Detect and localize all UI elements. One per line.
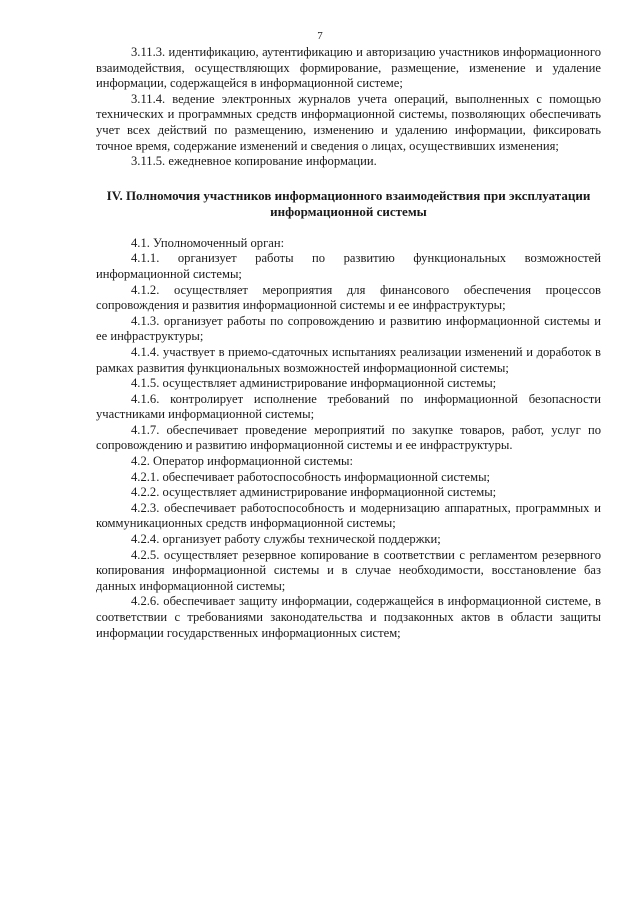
section-heading: IV. Полномочия участников информационного взаимодействия при эксплуатации информационной системы	[106, 187, 591, 219]
clause-4-1-5: 4.1.5. осуществляет администрирование информационной системы;	[131, 376, 497, 391]
document-body	[96, 45, 601, 641]
clause-3-11-5: 3.11.5. ежедневное копирование информации.	[131, 154, 377, 169]
clause-4-1-1: 4.1.1. организует работы по развитию функциональных возможностей информационной системы;	[96, 251, 601, 281]
clause-4-1-7: 4.1.7. обеспечивает проведение мероприятий по закупке товаров, работ, услуг по сопровождению и развитию информационной системы и ее инфраструктуры.	[96, 422, 601, 453]
clause-4-2-5: 4.2.5. осуществляет резервное копирование в соответствии с регламентом резервного копирования информационной системы и в случае необходимости, восстановление баз данных информационной системы;	[96, 547, 601, 593]
clause-4-2-4: 4.2.4. организует работу службы технической поддержки;	[131, 532, 441, 547]
clause-4-1: 4.1. Уполномоченный орган:	[131, 235, 285, 250]
page-number: 7	[317, 30, 323, 42]
clause-4-2-2: 4.2.2. осуществляет администрирование информационной системы;	[131, 485, 497, 500]
clause-4-1-3: 4.1.3. организует работы по сопровождению и развитию информационной системы и ее инфраструктуры;	[96, 313, 601, 344]
clause-4-2-3: 4.2.3. обеспечивает работоспособность и модернизацию аппаратных, программных и коммуникационных средств информационной системы;	[96, 500, 601, 531]
clause-4-1-4: 4.1.4. участвует в приемо-сдаточных испытаниях реализации изменений и доработок в рамках развития функциональных возможностей информационной системы;	[96, 344, 601, 375]
clause-4-1-2: 4.1.2. осуществляет мероприятия для финансового обеспечения процессов сопровождения и развития информационной системы и ее инфраструктуры;	[96, 282, 601, 313]
clause-4-1-6: 4.1.6. контролирует исполнение требований по информационной безопасности участниками информационной системы;	[96, 391, 601, 422]
clause-3-11-4: 3.11.4. ведение электронных журналов учета операций, выполненных с помощью технических и программных средств информационной системы, позволяющих обеспечивать учет всех действий по размещению, изменению и удалению информации, фиксировать точное время, содержание изменений и сведения о лицах, осуществивших изменения;	[96, 91, 601, 153]
clause-4-2-6: 4.2.6. обеспечивает защиту информации, содержащейся в информационной системе, в соответствии с требованиями законодательства и подзаконных актов в области защиты информации государственных информационных систем;	[96, 594, 601, 640]
clause-4-2-1: 4.2.1. обеспечивает работоспособность информационной системы;	[131, 469, 491, 484]
clause-3-11-3: 3.11.3. идентификацию, аутентификацию и авторизацию участников информационного взаимодействия, осуществляющих формирование, размещение, изменение и удаление информации, содержащейся в информационной системе;	[96, 45, 601, 91]
clause-4-2: 4.2. Оператор информационной системы:	[131, 454, 354, 469]
